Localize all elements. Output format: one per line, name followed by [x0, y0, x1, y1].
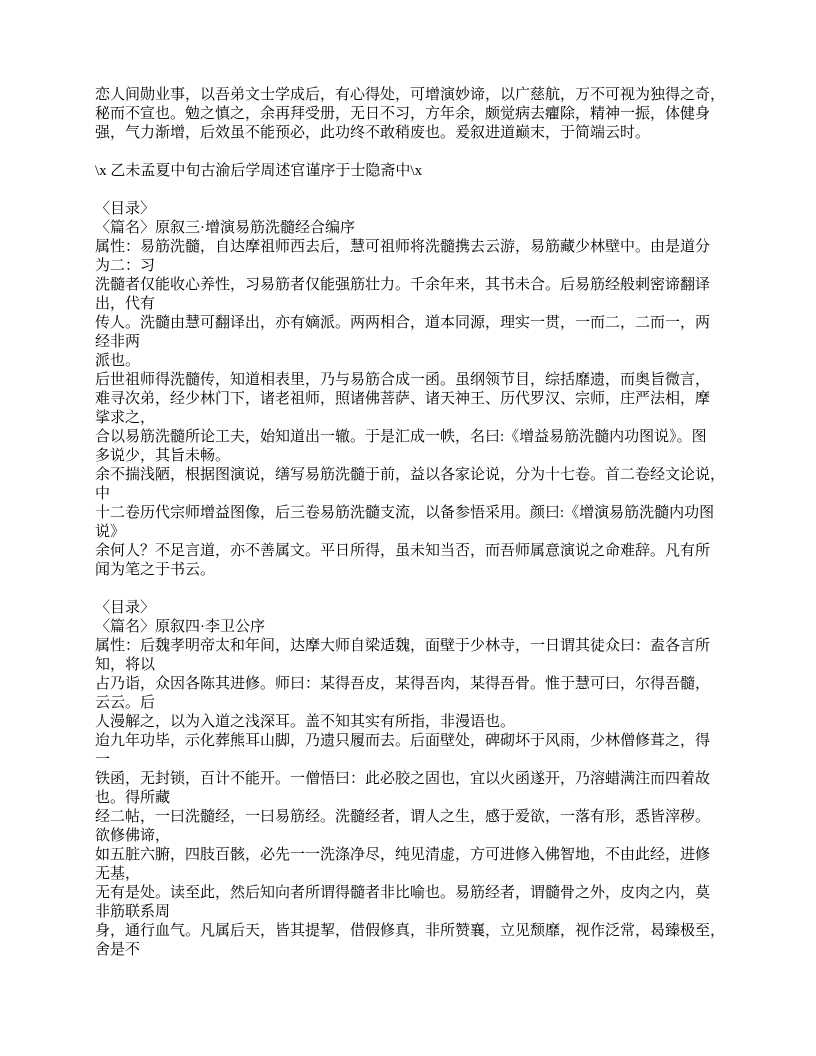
text-line: 〈目录〉 — [95, 201, 156, 217]
text-line: 余何人？不足言道，亦不善属文。平日所得，虽未知当否，而吾师属意演说之命难辞。凡有所 — [95, 543, 711, 559]
text-line: 为二：习 — [95, 258, 156, 274]
text-block-preface-two-ending-paragraph — [95, 86, 728, 143]
text-line: 传人。洗髓由慧可翻译出，亦有嫡派。两两相合，道本同源，理实一贯，一而二，二而一，两 — [95, 315, 711, 331]
text-block-preface-two-signature — [95, 162, 728, 181]
text-line: 说》 — [95, 524, 126, 540]
document-body — [95, 86, 728, 960]
text-line: 出，代有 — [95, 296, 156, 312]
text-line: \x 乙未孟夏中旬古渝后学周述官谨序于士隐斋中\x — [95, 163, 423, 179]
text-line: 余不揣浅陋，根据图演说，缮写易筋洗髓于前，益以各家论说，分为十七卷。首二卷经文论说， — [95, 467, 726, 483]
text-line: 闻为笔之于书云。 — [95, 562, 216, 578]
text-line: 经非两 — [95, 334, 141, 350]
text-line: 难寻次弟，经少林门下，诸老祖师，照诸佛菩萨、诸天神王、历代罗汉、宗师，庄严法相，摩 — [95, 391, 711, 407]
text-line: 无基， — [95, 866, 141, 882]
text-line: 无有是处。读至此，然后知向者所谓得髓者非比喻也。易筋经者，谓髓骨之外，皮肉之内，莫 — [95, 885, 711, 901]
text-line: 后世祖师得洗髓传，知道相表里，乃与易筋合成一函。虽纲领节目，综括靡遗，而奥旨微言， — [95, 372, 711, 388]
text-line: 恋人间勋业事，以吾弟文士学成后，有心得处，可增演妙谛，以广慈航，万不可视为独得之奇， — [95, 87, 726, 103]
text-line: 属性：后魏孝明帝太和年间，达摩大师自梁适魏，面壁于少林寺，一日谓其徒众曰：盍各言所 — [95, 638, 711, 654]
text-line: 欲修佛谛， — [95, 828, 171, 844]
text-line: 〈篇名〉原叙四·李卫公序 — [95, 619, 265, 635]
text-line: 强，气力渐增，后效虽不能预必，此功终不敢稍废也。爰叙进道巅末，于简端云时。 — [95, 125, 651, 141]
text-line: 派也。 — [95, 353, 141, 369]
text-line: 秘而不宣也。勉之慎之，余再拜受册，无日不习，方年余，颇觉病去癯除，精神一振，体健身 — [95, 106, 711, 122]
text-line: 一 — [95, 752, 111, 768]
text-line: 中 — [95, 486, 111, 502]
text-line: 洗髓者仅能收心养性，习易筋者仅能强筋壮力。千余年来，其书未合。后易筋经般刺密谛翻译 — [95, 277, 711, 293]
text-line: 占乃诣，众因各陈其进修。师曰：某得吾皮，某得吾肉，某得吾骨。惟于慧可曰，尔得吾髓， — [95, 676, 711, 692]
text-block-preface-four — [95, 599, 728, 960]
text-line: 属性：易筋洗髓，自达摩祖师西去后，慧可祖师将洗髓携去云游，易筋藏少林壁中。由是道分 — [95, 239, 711, 255]
text-line: 知，将以 — [95, 657, 156, 673]
text-line: 如五脏六腑，四肢百骸，必先一一洗涤净尽，纯见清虚，方可进修入佛智地，不由此经，进修 — [95, 847, 711, 863]
text-line: 也。得所藏 — [95, 790, 171, 806]
text-line: 舍是不 — [95, 942, 141, 958]
text-line: 合以易筋洗髓所论工夫，始知道出一辙。于是汇成一帙，名曰:《增益易筋洗髓内功图说》。图 — [95, 429, 707, 445]
text-line: 铁函，无封锁，百计不能开。一僧悟曰：此必胶之固也，宜以火函遂开，乃溶蜡满注而四着故 — [95, 771, 711, 787]
text-line: 迨九年功毕，示化葬熊耳山脚，乃遗只履而去。后面壁处，碑砌坏于风雨，少林僧修葺之，得 — [95, 733, 711, 749]
text-block-preface-three — [95, 200, 728, 580]
text-line: 多说少，其旨未畅。 — [95, 448, 231, 464]
text-line: 十二卷历代宗师增益图像，后三卷易筋洗髓支流，以备参悟采用。颜曰:《增演易筋洗髓内功图 — [95, 505, 715, 521]
text-line: 经二帖，一曰洗髓经，一曰易筋经。洗髓经者，谓人之生，感于爱欲，一落有形，悉皆滓秽。 — [95, 809, 711, 825]
text-line: 云云。后 — [95, 695, 156, 711]
text-line: 挲求之， — [95, 410, 156, 426]
text-line: 〈目录〉 — [95, 600, 156, 616]
text-line: 人漫解之，以为入道之浅深耳。盖不知其实有所指，非漫语也。 — [95, 714, 516, 730]
text-line: 身，通行血气。凡属后天，皆其提挈，借假修真，非所赞襄，立见颓靡，视作泛常，曷臻极至， — [95, 923, 726, 939]
text-line: 〈篇名〉原叙三·增演易筋洗髓经合编序 — [95, 220, 355, 236]
text-line: 非筋联系周 — [95, 904, 171, 920]
